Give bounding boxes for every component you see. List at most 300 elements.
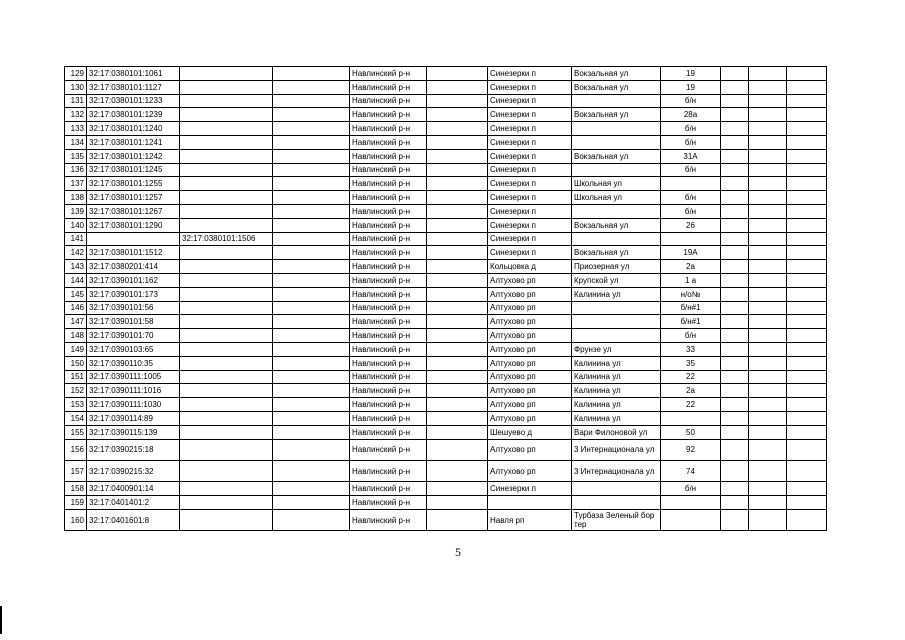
house-number-cell: б/н: [661, 204, 721, 218]
table-row: [65, 232, 827, 246]
row-number-cell: 151: [65, 370, 87, 384]
row-number-cell: 130: [65, 80, 87, 94]
previous-number-cell: [180, 67, 273, 81]
row-number-cell: 141: [65, 232, 87, 246]
cadastral-number-cell: 32:17:0390101:56: [87, 301, 180, 315]
row-number-cell: 146: [65, 301, 87, 315]
row-number-cell: 131: [65, 94, 87, 108]
empty-cell: [273, 135, 350, 149]
cadastral-number-cell: 32:17:0380101:1242: [87, 149, 180, 163]
empty-cell: [749, 135, 787, 149]
empty-cell: [749, 509, 787, 530]
empty-cell: [273, 460, 350, 481]
table-row: [65, 67, 827, 81]
street-cell: [572, 204, 661, 218]
street-cell: [572, 315, 661, 329]
locality-cell: Алтухово рп: [488, 398, 572, 412]
empty-cell: [749, 149, 787, 163]
empty-cell: [749, 384, 787, 398]
house-number-cell: [661, 496, 721, 510]
street-cell: Крупской ул: [572, 273, 661, 287]
row-number-cell: 134: [65, 135, 87, 149]
cadastral-number-cell: 32:17:0380101:1241: [87, 135, 180, 149]
district-cell: Навлинский р-н: [350, 425, 427, 439]
cadastral-number-cell: 32:17:0380101:1127: [87, 80, 180, 94]
previous-number-cell: [180, 384, 273, 398]
empty-cell: [749, 260, 787, 274]
street-cell: [572, 122, 661, 136]
cadastral-number-cell: 32:17:0390101:58: [87, 315, 180, 329]
empty-cell: [787, 108, 827, 122]
empty-cell: [787, 460, 827, 481]
table-row: [65, 204, 827, 218]
empty-cell: [787, 135, 827, 149]
empty-cell: [273, 218, 350, 232]
empty-cell: [749, 301, 787, 315]
district-cell: Навлинский р-н: [350, 204, 427, 218]
street-cell: Фрунзе ул: [572, 342, 661, 356]
district-cell: Навлинский р-н: [350, 342, 427, 356]
row-number-cell: 133: [65, 122, 87, 136]
district-cell: Навлинский р-н: [350, 496, 427, 510]
previous-number-cell: [180, 287, 273, 301]
table-row: [65, 315, 827, 329]
district-cell: Навлинский р-н: [350, 135, 427, 149]
empty-cell: [273, 232, 350, 246]
house-number-cell: 35: [661, 356, 721, 370]
empty-cell: [427, 177, 488, 191]
row-number-cell: 144: [65, 273, 87, 287]
empty-cell: [427, 301, 488, 315]
empty-cell: [427, 94, 488, 108]
district-cell: Навлинский р-н: [350, 273, 427, 287]
street-cell: Калинина ул: [572, 411, 661, 425]
previous-number-cell: [180, 218, 273, 232]
previous-number-cell: [180, 94, 273, 108]
locality-cell: Синезерки п: [488, 191, 572, 205]
cadastral-number-cell: 32:17:0390111:1005: [87, 370, 180, 384]
street-cell: Турбаза Зеленый бор тер: [572, 509, 661, 530]
row-number-cell: 150: [65, 356, 87, 370]
cadastral-number-cell: 32:17:0380101:1240: [87, 122, 180, 136]
locality-cell: Синезерки п: [488, 177, 572, 191]
house-number-cell: 2а: [661, 384, 721, 398]
empty-cell: [787, 398, 827, 412]
empty-cell: [749, 246, 787, 260]
table-row: [65, 246, 827, 260]
empty-cell: [787, 177, 827, 191]
previous-number-cell: [180, 301, 273, 315]
locality-cell: Навля рп: [488, 509, 572, 530]
house-number-cell: б/н#1: [661, 301, 721, 315]
row-number-cell: 152: [65, 384, 87, 398]
table-row: [65, 80, 827, 94]
table-row: [65, 122, 827, 136]
empty-cell: [721, 411, 749, 425]
street-cell: 3 Интернационала ул: [572, 460, 661, 481]
empty-cell: [273, 315, 350, 329]
empty-cell: [787, 94, 827, 108]
empty-cell: [427, 460, 488, 481]
table-row: [65, 356, 827, 370]
empty-cell: [721, 135, 749, 149]
page-number: 5: [455, 545, 461, 559]
locality-cell: Синезерки п: [488, 149, 572, 163]
locality-cell: Синезерки п: [488, 246, 572, 260]
empty-cell: [787, 496, 827, 510]
cadastral-number-cell: 32:17:0390115:139: [87, 425, 180, 439]
empty-cell: [721, 67, 749, 81]
locality-cell: Алтухово рп: [488, 342, 572, 356]
empty-cell: [749, 273, 787, 287]
cadastral-number-cell: 32:17:0380101:1239: [87, 108, 180, 122]
cadastral-number-cell: 32:17:0390110:35: [87, 356, 180, 370]
empty-cell: [787, 149, 827, 163]
empty-cell: [427, 273, 488, 287]
empty-cell: [273, 356, 350, 370]
empty-cell: [273, 301, 350, 315]
district-cell: Навлинский р-н: [350, 315, 427, 329]
locality-cell: Кольцовка д: [488, 260, 572, 274]
empty-cell: [721, 301, 749, 315]
previous-number-cell: [180, 439, 273, 460]
empty-cell: [427, 482, 488, 496]
empty-cell: [721, 232, 749, 246]
district-cell: Навлинский р-н: [350, 246, 427, 260]
row-number-cell: 143: [65, 260, 87, 274]
previous-number-cell: [180, 246, 273, 260]
row-number-cell: 153: [65, 398, 87, 412]
empty-cell: [427, 122, 488, 136]
empty-cell: [749, 122, 787, 136]
empty-cell: [721, 273, 749, 287]
empty-cell: [721, 460, 749, 481]
district-cell: Навлинский р-н: [350, 356, 427, 370]
table-row: [65, 329, 827, 343]
empty-cell: [721, 122, 749, 136]
table-row: [65, 496, 827, 510]
previous-number-cell: [180, 108, 273, 122]
locality-cell: Алтухово рп: [488, 273, 572, 287]
previous-number-cell: [180, 163, 273, 177]
house-number-cell: 22: [661, 370, 721, 384]
house-number-cell: 19: [661, 67, 721, 81]
house-number-cell: 1 а: [661, 273, 721, 287]
table-row: [65, 260, 827, 274]
house-number-cell: б/н: [661, 329, 721, 343]
empty-cell: [427, 398, 488, 412]
empty-cell: [787, 384, 827, 398]
empty-cell: [787, 67, 827, 81]
row-number-cell: 139: [65, 204, 87, 218]
empty-cell: [787, 315, 827, 329]
row-number-cell: 156: [65, 439, 87, 460]
district-cell: Навлинский р-н: [350, 80, 427, 94]
previous-number-cell: [180, 135, 273, 149]
house-number-cell: 74: [661, 460, 721, 481]
empty-cell: [787, 163, 827, 177]
locality-cell: Синезерки п: [488, 482, 572, 496]
locality-cell: Синезерки п: [488, 94, 572, 108]
empty-cell: [749, 232, 787, 246]
empty-cell: [787, 329, 827, 343]
empty-cell: [721, 191, 749, 205]
empty-cell: [721, 329, 749, 343]
cadastral-number-cell: 32:17:0401401:2: [87, 496, 180, 510]
empty-cell: [721, 425, 749, 439]
district-cell: Навлинский р-н: [350, 122, 427, 136]
margin-mark: [0, 606, 2, 634]
district-cell: Навлинский р-н: [350, 370, 427, 384]
locality-cell: Синезерки п: [488, 204, 572, 218]
locality-cell: [488, 496, 572, 510]
cadastral-number-cell: 32:17:0380101:1512: [87, 246, 180, 260]
cadastral-number-cell: 32:17:0390114:89: [87, 411, 180, 425]
street-cell: Вокзальная ул: [572, 108, 661, 122]
empty-cell: [721, 315, 749, 329]
house-number-cell: 2а: [661, 260, 721, 274]
empty-cell: [721, 218, 749, 232]
table-row: [65, 108, 827, 122]
locality-cell: Синезерки п: [488, 122, 572, 136]
street-cell: Калинина ул: [572, 398, 661, 412]
empty-cell: [273, 370, 350, 384]
street-cell: [572, 329, 661, 343]
row-number-cell: 137: [65, 177, 87, 191]
empty-cell: [427, 149, 488, 163]
empty-cell: [273, 482, 350, 496]
empty-cell: [787, 232, 827, 246]
house-number-cell: 33: [661, 342, 721, 356]
empty-cell: [749, 218, 787, 232]
empty-cell: [427, 356, 488, 370]
cadastral-number-cell: 32:17:0390103:65: [87, 342, 180, 356]
empty-cell: [273, 246, 350, 260]
empty-cell: [749, 287, 787, 301]
empty-cell: [787, 301, 827, 315]
locality-cell: Алтухово рп: [488, 301, 572, 315]
empty-cell: [273, 384, 350, 398]
street-cell: Вари Филоновой ул: [572, 425, 661, 439]
previous-number-cell: [180, 315, 273, 329]
district-cell: Навлинский р-н: [350, 482, 427, 496]
table-row: [65, 177, 827, 191]
empty-cell: [749, 177, 787, 191]
empty-cell: [273, 260, 350, 274]
locality-cell: Синезерки п: [488, 232, 572, 246]
empty-cell: [273, 411, 350, 425]
cadastral-number-cell: 32:17:0390101:173: [87, 287, 180, 301]
locality-cell: Алтухово рп: [488, 329, 572, 343]
district-cell: Навлинский р-н: [350, 94, 427, 108]
empty-cell: [721, 260, 749, 274]
empty-cell: [749, 356, 787, 370]
street-cell: [572, 135, 661, 149]
empty-cell: [427, 370, 488, 384]
empty-cell: [787, 218, 827, 232]
locality-cell: Алтухово рп: [488, 439, 572, 460]
district-cell: Навлинский р-н: [350, 177, 427, 191]
empty-cell: [427, 509, 488, 530]
house-number-cell: 26: [661, 218, 721, 232]
empty-cell: [273, 425, 350, 439]
empty-cell: [749, 425, 787, 439]
row-number-cell: 154: [65, 411, 87, 425]
empty-cell: [721, 496, 749, 510]
empty-cell: [787, 246, 827, 260]
row-number-cell: 160: [65, 509, 87, 530]
cadastral-number-cell: 32:17:0380101:1257: [87, 191, 180, 205]
previous-number-cell: [180, 177, 273, 191]
empty-cell: [787, 260, 827, 274]
house-number-cell: 28а: [661, 108, 721, 122]
table-row: [65, 509, 827, 530]
table-row: [65, 163, 827, 177]
empty-cell: [273, 439, 350, 460]
empty-cell: [749, 67, 787, 81]
empty-cell: [787, 411, 827, 425]
empty-cell: [787, 273, 827, 287]
street-cell: 3 Интернационала ул: [572, 439, 661, 460]
row-number-cell: 147: [65, 315, 87, 329]
table-row: [65, 218, 827, 232]
table-row: [65, 191, 827, 205]
row-number-cell: 138: [65, 191, 87, 205]
empty-cell: [273, 108, 350, 122]
previous-number-cell: [180, 204, 273, 218]
previous-number-cell: [180, 509, 273, 530]
empty-cell: [721, 342, 749, 356]
empty-cell: [273, 149, 350, 163]
cadastral-number-cell: 32:17:0380101:1290: [87, 218, 180, 232]
empty-cell: [427, 496, 488, 510]
empty-cell: [273, 287, 350, 301]
cadastral-number-cell: 32:17:0380101:1233: [87, 94, 180, 108]
empty-cell: [273, 496, 350, 510]
empty-cell: [787, 342, 827, 356]
house-number-cell: б/н: [661, 163, 721, 177]
locality-cell: Алтухово рп: [488, 460, 572, 481]
table-row: [65, 460, 827, 481]
empty-cell: [427, 342, 488, 356]
row-number-cell: 148: [65, 329, 87, 343]
row-number-cell: 140: [65, 218, 87, 232]
previous-number-cell: [180, 80, 273, 94]
empty-cell: [427, 260, 488, 274]
locality-cell: Шешуево д: [488, 425, 572, 439]
cadastral-number-cell: 32:17:0380201:414: [87, 260, 180, 274]
house-number-cell: б/н: [661, 94, 721, 108]
empty-cell: [721, 177, 749, 191]
row-number-cell: 157: [65, 460, 87, 481]
empty-cell: [721, 384, 749, 398]
district-cell: Навлинский р-н: [350, 67, 427, 81]
locality-cell: Алтухово рп: [488, 384, 572, 398]
row-number-cell: 136: [65, 163, 87, 177]
previous-number-cell: [180, 122, 273, 136]
row-number-cell: 149: [65, 342, 87, 356]
table-row: [65, 384, 827, 398]
empty-cell: [749, 398, 787, 412]
empty-cell: [721, 509, 749, 530]
row-number-cell: 129: [65, 67, 87, 81]
street-cell: Школьная ул: [572, 191, 661, 205]
locality-cell: Синезерки п: [488, 67, 572, 81]
table-row: [65, 482, 827, 496]
empty-cell: [787, 204, 827, 218]
empty-cell: [721, 287, 749, 301]
empty-cell: [427, 329, 488, 343]
empty-cell: [273, 94, 350, 108]
empty-cell: [273, 398, 350, 412]
empty-cell: [427, 218, 488, 232]
previous-number-cell: [180, 342, 273, 356]
empty-cell: [427, 411, 488, 425]
row-number-cell: 142: [65, 246, 87, 260]
previous-number-cell: [180, 191, 273, 205]
previous-number-cell: [180, 329, 273, 343]
house-number-cell: б/н: [661, 191, 721, 205]
empty-cell: [721, 94, 749, 108]
empty-cell: [721, 439, 749, 460]
empty-cell: [427, 439, 488, 460]
house-number-cell: 50: [661, 425, 721, 439]
district-cell: Навлинский р-н: [350, 218, 427, 232]
empty-cell: [273, 177, 350, 191]
empty-cell: [721, 482, 749, 496]
previous-number-cell: [180, 260, 273, 274]
empty-cell: [749, 482, 787, 496]
empty-cell: [721, 163, 749, 177]
empty-cell: [273, 163, 350, 177]
empty-cell: [721, 108, 749, 122]
previous-number-cell: [180, 425, 273, 439]
cadastral-number-cell: 32:17:0400901:14: [87, 482, 180, 496]
empty-cell: [273, 342, 350, 356]
empty-cell: [721, 370, 749, 384]
row-number-cell: 155: [65, 425, 87, 439]
empty-cell: [749, 329, 787, 343]
empty-cell: [721, 398, 749, 412]
table-row: [65, 287, 827, 301]
empty-cell: [749, 496, 787, 510]
empty-cell: [787, 370, 827, 384]
empty-cell: [749, 411, 787, 425]
district-cell: Навлинский р-н: [350, 149, 427, 163]
street-cell: Калинина ул: [572, 370, 661, 384]
previous-number-cell: [180, 482, 273, 496]
house-number-cell: [661, 411, 721, 425]
table-body: [65, 67, 827, 531]
empty-cell: [721, 80, 749, 94]
street-cell: [572, 496, 661, 510]
empty-cell: [749, 460, 787, 481]
empty-cell: [273, 329, 350, 343]
empty-cell: [427, 163, 488, 177]
district-cell: Навлинский р-н: [350, 439, 427, 460]
previous-number-cell: [180, 460, 273, 481]
district-cell: Навлинский р-н: [350, 384, 427, 398]
empty-cell: [427, 108, 488, 122]
empty-cell: [273, 204, 350, 218]
house-number-cell: б/н: [661, 122, 721, 136]
house-number-cell: б/н: [661, 482, 721, 496]
empty-cell: [749, 94, 787, 108]
district-cell: Навлинский р-н: [350, 108, 427, 122]
table-row: [65, 149, 827, 163]
previous-number-cell: [180, 411, 273, 425]
empty-cell: [749, 342, 787, 356]
